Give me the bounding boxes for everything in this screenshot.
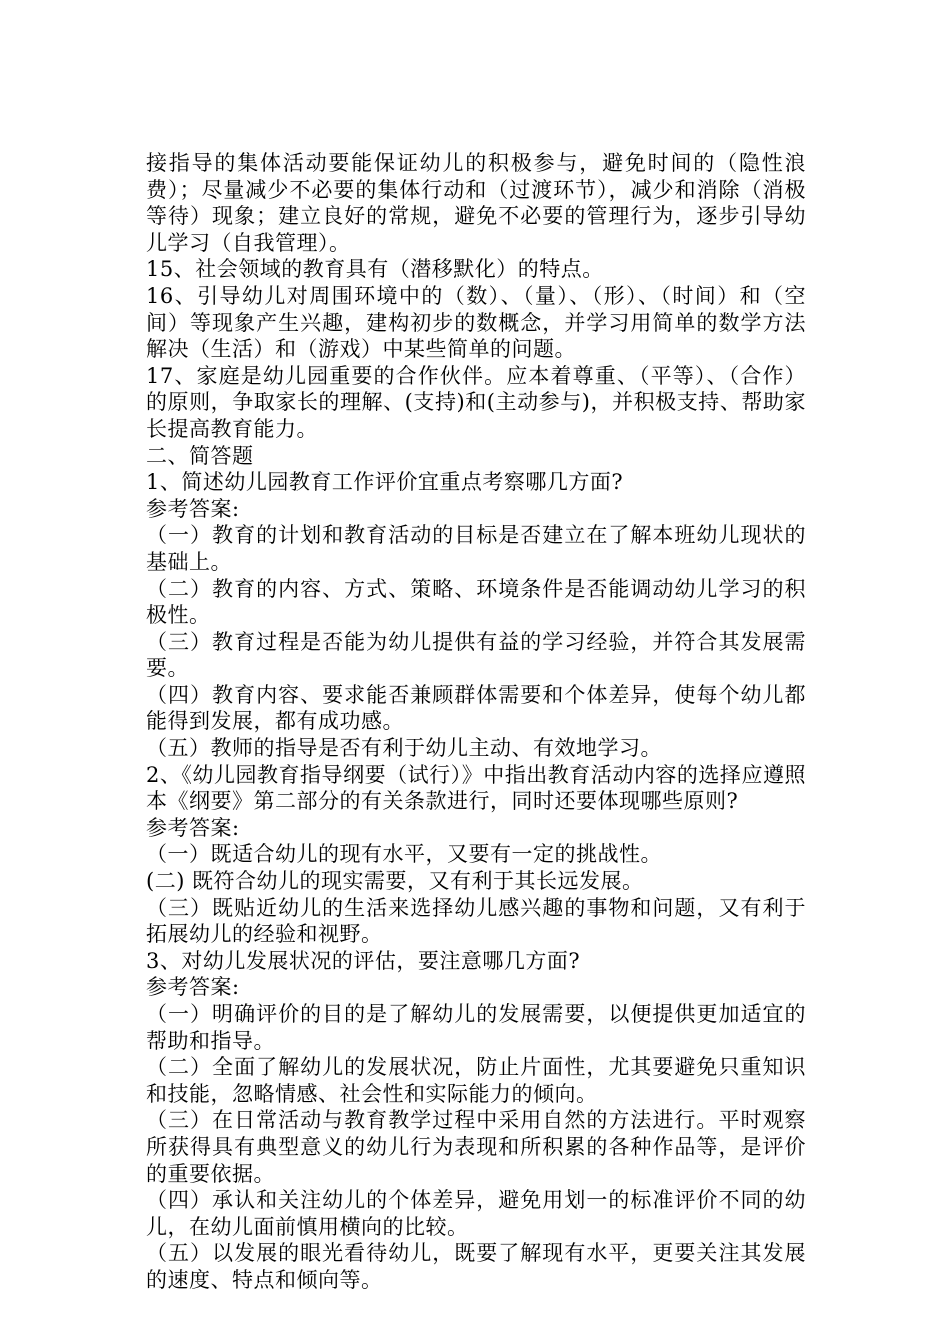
answer-point: (二) 既符合幼儿的现实需要，又有利于其长远发展。 <box>146 869 644 894</box>
answer-point: （一）明确评价的目的是了解幼儿的发展需要，以便提供更加适宜的帮助和指导。 <box>146 1002 806 1053</box>
paragraph-item-15: 15、社会领域的教育具有（潜移默化）的特点。 <box>146 257 604 282</box>
answer-point: （五）教师的指导是否有利于幼儿主动、有效地学习。 <box>146 736 662 761</box>
paragraph-continuation: 接指导的集体活动要能保证幼儿的积极参与，避免时间的（隐性浪费）；尽量减少不必要的集体行动和（过渡环节），减少和消除（消极等待）现象；建立良好的常规，避免不必要的管理行为，逐步引导幼儿学习（自我管理）。 <box>146 151 806 255</box>
question-3: 3、对幼儿发展状况的评估，要注意哪几方面? <box>146 948 581 973</box>
paragraph-item-16: 16、引导幼儿对周围环境中的（数）、（量）、（形）、（时间）和（空间）等现象产生兴趣，建构初步的数概念，并学习用简单的数学方法解决（生活）和（游戏）中某些简单的问题。 <box>146 283 806 362</box>
answer-point: （三）既贴近幼儿的生活来选择幼儿感兴趣的事物和问题，又有利于拓展幼儿的经验和视野。 <box>146 895 806 947</box>
answer-label: 参考答案: <box>146 496 240 521</box>
document-body <box>146 150 806 1294</box>
question-1: 1、简述幼儿园教育工作评价宜重点考察哪几方面? <box>146 470 624 495</box>
answer-point: （三）教育过程是否能为幼儿提供有益的学习经验，并符合其发展需要。 <box>146 629 806 681</box>
answer-point: （四）教育内容、要求能否兼顾群体需要和个体差异，使每个幼儿都能得到发展，都有成功感。 <box>146 682 806 734</box>
answer-point: （二）全面了解幼儿的发展状况，防止片面性，尤其要避免只重知识和技能，忽略情感、社会性和实际能力的倾向。 <box>146 1055 806 1106</box>
paragraph-item-17: 17、家庭是幼儿园重要的合作伙伴。应本着尊重、（平等）、（合作）的原则，争取家长的理解、(支持)和(主动参与)，并积极支持、帮助家长提高教育能力。 <box>146 363 806 441</box>
question-2: 2、《幼儿园教育指导纲要（试行）》中指出教育活动内容的选择应遵照本《纲要》第二部分的有关条款进行，同时还要体现哪些原则? <box>146 762 806 814</box>
answer-point: （五）以发展的眼光看待幼儿，既要了解现有水平，更要关注其发展的速度、特点和倾向等。 <box>146 1241 806 1292</box>
section-heading: 二、简答题 <box>146 443 254 468</box>
answer-point: （一）教育的计划和教育活动的目标是否建立在了解本班幼儿现状的基础上。 <box>146 523 806 574</box>
answer-point: （一）既适合幼儿的现有水平，又要有一定的挑战性。 <box>146 842 662 867</box>
answer-label: 参考答案: <box>146 815 240 840</box>
answer-point: （二）教育的内容、方式、策略、环境条件是否能调动幼儿学习的积极性。 <box>146 576 806 628</box>
answer-point: （四）承认和关注幼儿的个体差异，避免用划一的标准评价不同的幼儿，在幼儿面前慎用横向的比较。 <box>146 1188 806 1239</box>
answer-point: （三）在日常活动与教育教学过程中采用自然的方法进行。平时观察所获得具有典型意义的幼儿行为表现和所积累的各种作品等，是评价的重要依据。 <box>146 1108 806 1186</box>
answer-label: 参考答案: <box>146 975 240 1000</box>
